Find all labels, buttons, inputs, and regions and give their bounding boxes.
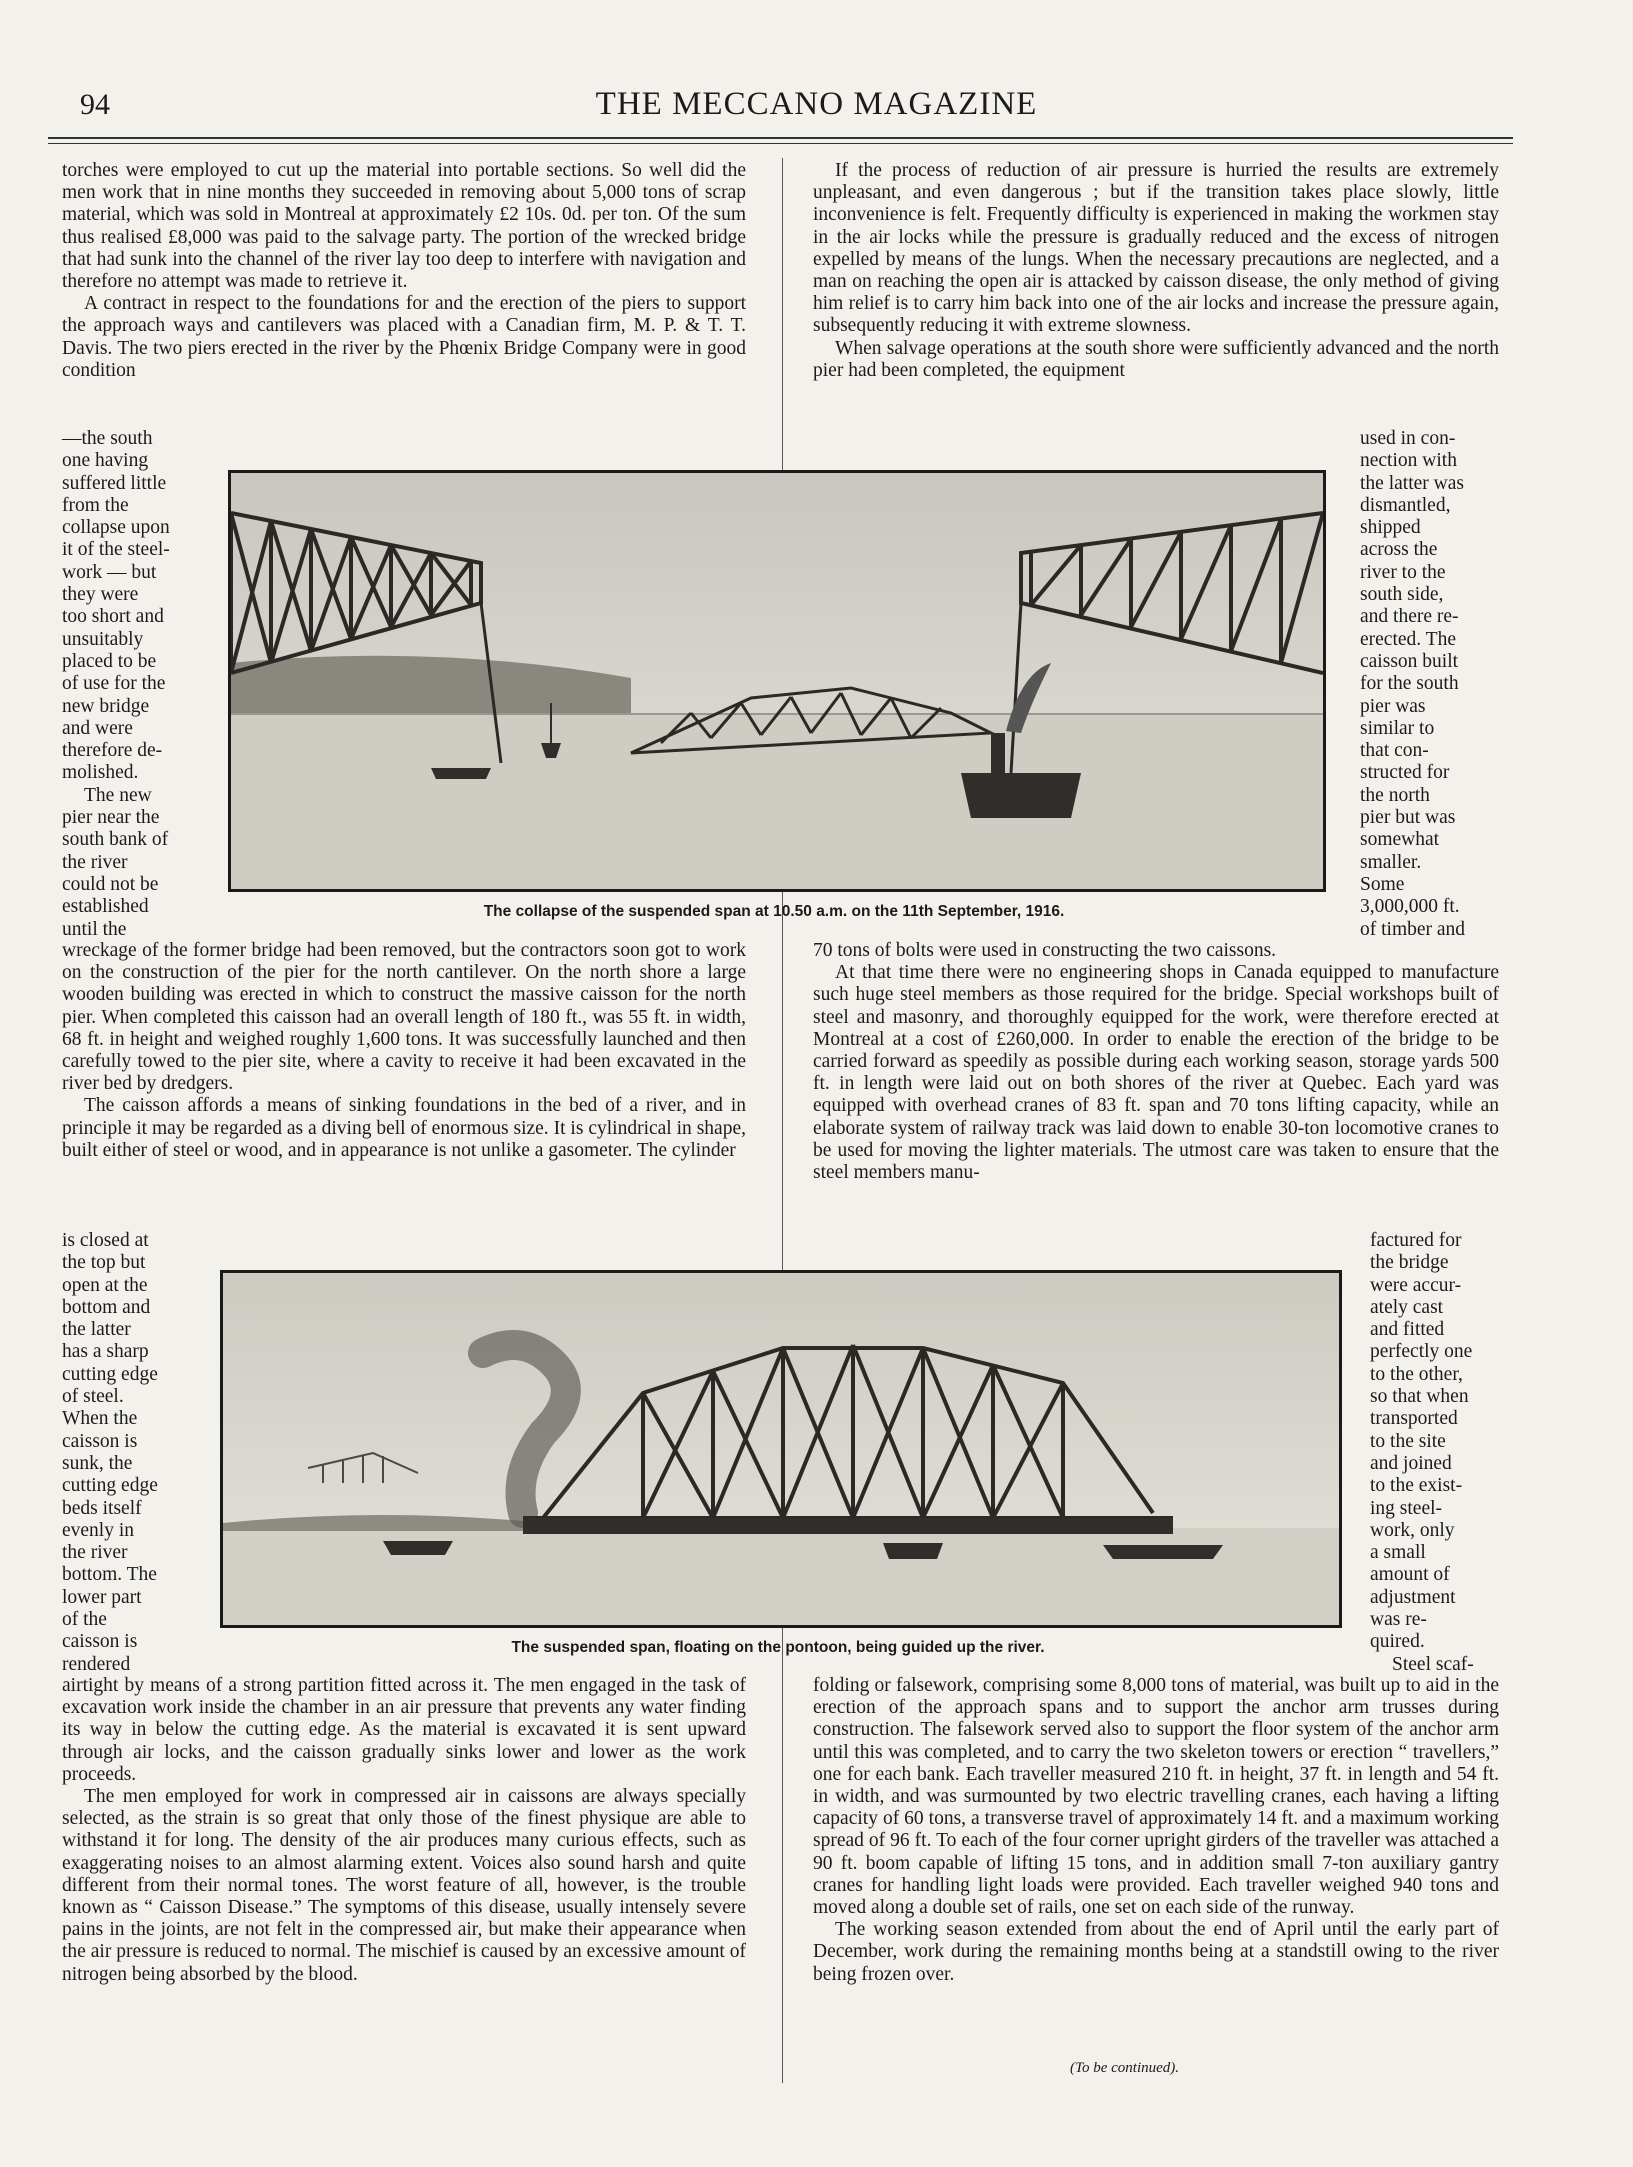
right-column-bottom xyxy=(813,1675,1499,1986)
wrap-line: bottom. The xyxy=(62,1564,157,1586)
wrap-line: shipped xyxy=(1360,517,1421,539)
wrap-line: established xyxy=(62,896,149,918)
right-column-middle xyxy=(813,940,1499,1184)
wrap-line: could not be xyxy=(62,873,159,895)
wrap-line: evenly in xyxy=(62,1519,135,1541)
paragraph: The caisson affords a means of sinking foundations in the bed of a river, and in principle it may be regarded as a diving bell of enormous size. It is cylindrical in shape, built either of steel or wood, and in appearance is not unlike a gasometer. The cylinder xyxy=(62,1095,746,1161)
wrap-line: south side, xyxy=(1360,584,1444,606)
header-rule xyxy=(48,137,1513,139)
wrap-line: the latter was xyxy=(1360,472,1464,494)
wrap-line: dismantled, xyxy=(1360,494,1451,516)
column-divider xyxy=(782,158,783,2083)
left-wrap-upper xyxy=(62,428,198,941)
wrap-line: the latter xyxy=(62,1319,131,1341)
left-column-top xyxy=(62,160,746,382)
wrap-line: similar to xyxy=(1360,717,1435,739)
paragraph: When salvage operations at the south shore were sufficiently advanced and the north pier had been completed, the equipment xyxy=(813,337,1499,381)
wrap-line: so that when xyxy=(1370,1386,1469,1408)
wrap-line: the north xyxy=(1360,784,1430,806)
wrap-line: transported xyxy=(1370,1408,1458,1430)
wrap-line: of the xyxy=(62,1609,107,1631)
wrap-line: sunk, the xyxy=(62,1452,133,1474)
wrap-line: it of the steel- xyxy=(62,539,170,561)
caption-floating-span: The suspended span, floating on the pontoon, being guided up the river. xyxy=(511,1639,1045,1656)
wrap-line: structed for xyxy=(1360,762,1450,784)
wrap-line: is closed at xyxy=(62,1230,149,1251)
wrap-line: —the south xyxy=(62,428,153,449)
wrap-line: that con- xyxy=(1360,740,1429,762)
floating-span-illustration xyxy=(223,1273,1339,1625)
wrap-line: was re- xyxy=(1370,1609,1427,1631)
wrap-line: therefore de- xyxy=(62,740,163,762)
wrap-line: and joined xyxy=(1370,1452,1452,1474)
wrap-line: the river xyxy=(62,851,128,873)
wrap-line: ing steel- xyxy=(1370,1497,1443,1519)
paragraph: airtight by means of a strong partition fitted across it. The men engaged in the task of excavation work inside the chamber in an air pressure that prevents any water finding its way in below the cutting edge. As the material is excavated it is sent upward through air locks, and the caisson gradually sinks lower and lower as the work proceeds. xyxy=(62,1675,746,1785)
wrap-line: and there re- xyxy=(1360,606,1459,628)
wrap-line: When the xyxy=(62,1408,138,1430)
header-rule-thin xyxy=(48,143,1513,144)
wrap-line: to the exist- xyxy=(1370,1475,1463,1497)
wrap-line: collapse upon xyxy=(62,517,170,539)
paragraph: wreckage of the former bridge had been removed, but the contractors soon got to work on the construction of the pier for the north cantilever. On the north shore a large wooden building was erected in which to construct the massive caisson for the north pier. When completed this caisson had an overall length of 180 ft., was 55 ft. in width, 68 ft. in height and weighed roughly 1,600 tons. It was successfully launched and then carefully towed to the pier site, where a cavity to receive it had been excavated in the river bed by dredgers. xyxy=(62,940,746,1095)
wrap-line: from the xyxy=(62,494,129,516)
wrap-line: used in con- xyxy=(1360,428,1456,449)
wrap-line: smaller. xyxy=(1360,851,1422,873)
wrap-line: bottom and xyxy=(62,1296,151,1318)
wrap-line: rendered xyxy=(62,1653,131,1675)
wrap-line: Steel scaf- xyxy=(1392,1653,1474,1675)
wrap-line: across the xyxy=(1360,539,1438,561)
wrap-line: river to the xyxy=(1360,561,1446,583)
wrap-line: lower part xyxy=(62,1586,142,1608)
paragraph: torches were employed to cut up the material into portable sections. So well did the men work that in nine months they succeeded in removing about 5,000 tons of scrap material, which was sold in Montreal at approximately £2 10s. 0d. per ton. Of the sum thus realised £8,000 was paid to the salvage party. The portion of the wrecked bridge that had sunk into the channel of the river lay too deep to interfere with navigation and therefore no attempt was made to retrieve it. xyxy=(62,160,746,293)
wrap-line: for the south xyxy=(1360,673,1459,695)
wrap-line: beds itself xyxy=(62,1497,142,1519)
right-wrap-lower xyxy=(1370,1230,1500,1676)
wrap-line: caisson is xyxy=(62,1430,138,1452)
right-column-top xyxy=(813,160,1499,382)
wrap-line: caisson built xyxy=(1360,650,1459,672)
wrap-line: cutting edge xyxy=(62,1475,158,1497)
wrap-line: unsuitably xyxy=(62,628,144,650)
wrap-line: work, only xyxy=(1370,1519,1455,1541)
wrap-line: the river xyxy=(62,1542,128,1564)
wrap-line: Some xyxy=(1360,873,1405,895)
wrap-line: quired. xyxy=(1370,1631,1425,1653)
paragraph: The working season extended from about the end of April until the early part of December, work during the remaining months being at a standstill owing to the river being frozen over. xyxy=(813,1919,1499,1985)
wrap-line: has a sharp xyxy=(62,1341,149,1363)
wrap-line: of steel. xyxy=(62,1386,124,1408)
left-column-bottom xyxy=(62,1675,746,1986)
paragraph: 70 tons of bolts were used in constructing the two caissons. xyxy=(813,940,1277,961)
running-title: THE MECCANO MAGAZINE xyxy=(595,86,1038,122)
right-wrap-upper xyxy=(1360,428,1500,941)
wrap-line: nection with xyxy=(1360,450,1457,472)
wrap-line: one having xyxy=(62,450,149,472)
wrap-line: suffered little xyxy=(62,472,167,494)
left-wrap-lower xyxy=(62,1230,186,1676)
wrap-line: work — but xyxy=(62,561,157,583)
wrap-line: perfectly one xyxy=(1370,1341,1473,1363)
to-be-continued: (To be continued). xyxy=(1070,2060,1180,2076)
wrap-line: and fitted xyxy=(1370,1319,1445,1341)
wrap-line: to the other, xyxy=(1370,1363,1463,1385)
left-column-middle xyxy=(62,940,746,1162)
wrap-line: south bank of xyxy=(62,829,169,851)
photo-collapse xyxy=(228,470,1326,892)
wrap-line: somewhat xyxy=(1360,829,1440,851)
wrap-line: until the xyxy=(62,918,127,940)
wrap-line: The new xyxy=(84,784,152,806)
wrap-line: ately cast xyxy=(1370,1296,1444,1318)
wrap-line: pier but was xyxy=(1360,807,1456,829)
paragraph: folding or falsework, comprising some 8,000 tons of material, was built up to aid in the erection of the approach spans and to support the anchor arm trusses during construction. The falsework served also to support the floor system of the anchor arm until this was completed, and to carry the two skeleton towers or erection “ travellers,” one for each bank. Each traveller measured 210 ft. in height, 37 ft. in length and 54 ft. in width, and was surmounted by two electric travelling cranes, each having a lifting capacity of 60 tons, a transverse travel of approximately 14 ft. and a maximum working spread of 96 ft. To each of the four corner upright girders of the traveller was attached a 90 ft. boom capable of lifting 15 tons, and in addition small 7-ton auxiliary gantry cranes for handling light loads were provided. Each traveller weighed 940 tons and moved along a double set of rails, one set on each side of the runway. xyxy=(813,1675,1499,1919)
wrap-line: of timber and xyxy=(1360,918,1466,940)
wrap-line: open at the xyxy=(62,1274,148,1296)
wrap-line: amount of xyxy=(1370,1564,1450,1586)
wrap-line: a small xyxy=(1370,1542,1426,1564)
wrap-line: the bridge xyxy=(1370,1252,1449,1274)
wrap-line: cutting edge xyxy=(62,1363,158,1385)
wrap-line: caisson is xyxy=(62,1631,138,1653)
wrap-line: 3,000,000 ft. xyxy=(1360,896,1460,918)
wrap-line: they were xyxy=(62,584,139,606)
wrap-line: to the site xyxy=(1370,1430,1446,1452)
wrap-line: adjustment xyxy=(1370,1586,1456,1608)
wrap-line: of use for the xyxy=(62,673,166,695)
wrap-line: pier near the xyxy=(62,807,160,829)
wrap-line: and were xyxy=(62,717,133,739)
photo-floating-span xyxy=(220,1270,1342,1628)
paragraph: The men employed for work in compressed air in caissons are always specially selected, as the strain is so great that only those of the finest physique are able to withstand it for long. The density of the air produces many curious effects, such as exaggerating noises to an almost alarming extent. Voices also sound harsh and quite different from their normal tones. The worst feature of all, however, is the trouble known as “ Caisson Disease.” The symptoms of this disease, usually intensely severe pains in the joints, are not felt in the compressed air, but make their appearance when the air pressure is reduced to normal. The mischief is caused by an excessive amount of nitrogen being absorbed by the blood. xyxy=(62,1786,746,1985)
wrap-line: the top but xyxy=(62,1252,146,1274)
paragraph: A contract in respect to the foundations for and the erection of the piers to support the approach ways and cantilevers was placed with a Canadian firm, M. P. & T. T. Davis. The two piers erected in the river by the Phœnix Bridge Company were in good condition xyxy=(62,293,746,381)
wrap-line: pier was xyxy=(1360,695,1426,717)
wrap-line: factured for xyxy=(1370,1230,1462,1251)
page-number: 94 xyxy=(80,88,110,121)
wrap-line: too short and xyxy=(62,606,164,628)
wrap-line: new bridge xyxy=(62,695,150,717)
wrap-line: molished. xyxy=(62,762,139,784)
caption-collapse: The collapse of the suspended span at 10.50 a.m. on the 11th September, 1916. xyxy=(483,903,1065,920)
wrap-line: erected. The xyxy=(1360,628,1456,650)
collapse-photo-illustration xyxy=(231,473,1323,889)
paragraph: If the process of reduction of air pressure is hurried the results are extremely unpleasant, and even dangerous ; but if the transition takes place slowly, little inconvenience is felt. Frequently difficulty is experienced in making the workmen stay in the air locks while the pressure is gradually reduced and the excess of nitrogen expelled by means of the lungs. When the necessary precautions are neglected, and a man on reaching the open air is attacked by caisson disease, the only method of giving him relief is to carry him back into one of the air locks and increase the pressure again, subsequently reducing it with extreme slowness. xyxy=(813,160,1499,337)
wrap-line: placed to be xyxy=(62,650,157,672)
wrap-line: were accur- xyxy=(1370,1274,1462,1296)
paragraph: At that time there were no engineering shops in Canada equipped to manufacture such huge steel members as those required for the bridge. Special workshops built of steel and masonry, and thoroughly equipped for the work, were therefore erected at Montreal at a cost of £260,000. In order to enable the erection of the bridge to be carried forward as speedily as possible during each working season, storage yards 500 ft. in length were laid out on both shores of the river at Quebec. Each yard was equipped with overhead cranes of 83 ft. span and 70 tons lifting capacity, while an elaborate system of railway track was laid down to enable 30-ton locomotive cranes to be used for moving the lighter materials. The utmost care was taken to ensure that the steel members manu- xyxy=(813,962,1499,1184)
